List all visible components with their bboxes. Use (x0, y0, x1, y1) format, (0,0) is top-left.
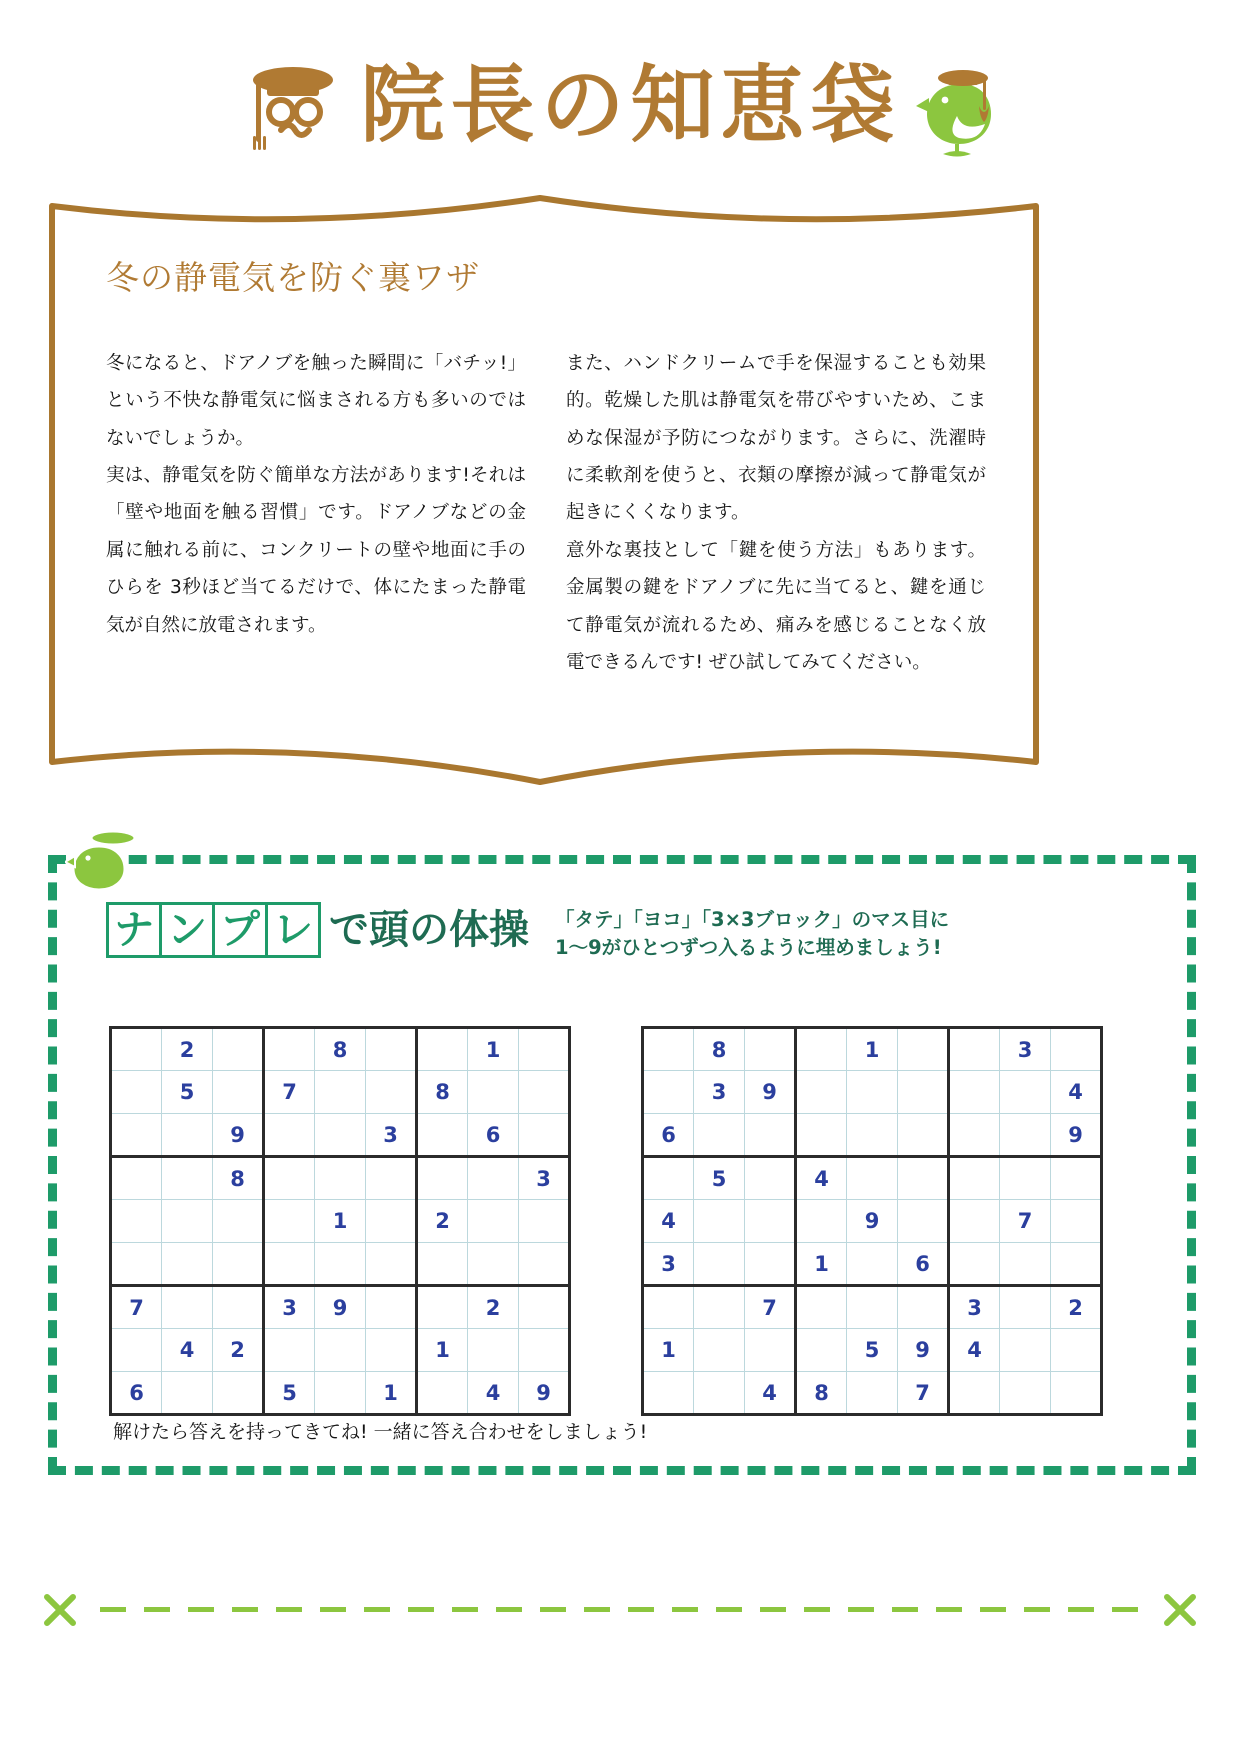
sudoku-cell[interactable] (745, 1329, 796, 1372)
sudoku-cell[interactable]: 7 (111, 1286, 162, 1329)
sudoku-cell[interactable] (213, 1286, 264, 1329)
sudoku-cell[interactable]: 2 (213, 1329, 264, 1372)
sudoku-instruction (555, 902, 949, 963)
sudoku-cell[interactable] (694, 1286, 745, 1329)
sudoku-cell[interactable] (949, 1028, 1000, 1071)
masthead (0, 30, 1241, 180)
sudoku-cell[interactable] (468, 1157, 519, 1200)
sudoku-cell[interactable] (1000, 1329, 1051, 1372)
sudoku-row (111, 1028, 570, 1071)
sudoku-row (643, 1028, 1102, 1071)
sudoku-cell[interactable]: 7 (745, 1286, 796, 1329)
sudoku-cell[interactable]: 6 (898, 1243, 949, 1286)
sudoku-cell[interactable]: 5 (847, 1329, 898, 1372)
sudoku-cell[interactable] (111, 1243, 162, 1286)
sudoku-cell[interactable] (745, 1243, 796, 1286)
sudoku-cell[interactable] (417, 1114, 468, 1157)
sudoku-cell[interactable] (111, 1329, 162, 1372)
article-body (106, 252, 986, 681)
sudoku-cell[interactable] (694, 1243, 745, 1286)
sudoku-cell[interactable]: 2 (417, 1200, 468, 1243)
sudoku-cell[interactable] (898, 1028, 949, 1071)
sudoku-cell[interactable] (745, 1200, 796, 1243)
sudoku-cell[interactable]: 8 (796, 1372, 847, 1415)
sudoku-cell[interactable] (643, 1157, 694, 1200)
sudoku-cell[interactable] (796, 1114, 847, 1157)
x-mark-left-icon (40, 1590, 80, 1630)
sudoku-cell[interactable] (796, 1028, 847, 1071)
sudoku-cell[interactable] (847, 1157, 898, 1200)
sudoku-cell[interactable] (111, 1200, 162, 1243)
sudoku-cell[interactable]: 9 (315, 1286, 366, 1329)
sudoku-cell[interactable] (519, 1286, 570, 1329)
sudoku-cell[interactable] (315, 1372, 366, 1415)
sudoku-cell[interactable]: 3 (949, 1286, 1000, 1329)
sudoku-title-boxes (109, 902, 321, 958)
sudoku-cell[interactable] (898, 1157, 949, 1200)
sudoku-cell[interactable] (366, 1157, 417, 1200)
sudoku-cell[interactable]: 4 (745, 1372, 796, 1415)
sudoku-row (111, 1286, 570, 1329)
sudoku-cell[interactable] (898, 1071, 949, 1114)
sudoku-cell[interactable]: 3 (643, 1243, 694, 1286)
sudoku-cell[interactable] (1000, 1157, 1051, 1200)
article-column-right (566, 345, 986, 681)
sudoku-cell[interactable] (1051, 1372, 1102, 1415)
sudoku-cell[interactable]: 3 (1000, 1028, 1051, 1071)
sudoku-cell[interactable]: 9 (847, 1200, 898, 1243)
sudoku-cell[interactable] (366, 1071, 417, 1114)
sudoku-cell[interactable] (315, 1157, 366, 1200)
sudoku-cell[interactable] (417, 1028, 468, 1071)
sudoku-cell[interactable] (745, 1157, 796, 1200)
sudoku-title-char-2: ン (159, 902, 215, 958)
sudoku-cell[interactable] (111, 1028, 162, 1071)
sudoku-section (48, 855, 1196, 1475)
sudoku-cell[interactable] (162, 1200, 213, 1243)
sudoku-cell[interactable] (745, 1028, 796, 1071)
sudoku-cell[interactable]: 5 (162, 1071, 213, 1114)
sudoku-row (643, 1372, 1102, 1415)
sudoku-row (643, 1329, 1102, 1372)
sudoku-cell[interactable] (643, 1028, 694, 1071)
sudoku-cell[interactable] (519, 1329, 570, 1372)
sudoku-row (643, 1071, 1102, 1114)
sudoku-row (111, 1157, 570, 1200)
sudoku-row (111, 1329, 570, 1372)
sudoku-cell[interactable] (468, 1200, 519, 1243)
sudoku-cell[interactable]: 8 (694, 1028, 745, 1071)
sudoku-cell[interactable] (1000, 1286, 1051, 1329)
sudoku-cell[interactable] (366, 1286, 417, 1329)
sudoku-cell[interactable]: 4 (468, 1372, 519, 1415)
sudoku-cell[interactable] (519, 1071, 570, 1114)
sudoku-row (643, 1157, 1102, 1200)
sudoku-cell[interactable] (264, 1028, 315, 1071)
sudoku-instruction-line-1: 「タテ」「ヨコ」「3×3ブロック」のマス目に (555, 908, 950, 931)
sudoku-cell[interactable] (949, 1071, 1000, 1114)
sudoku-cell[interactable] (315, 1329, 366, 1372)
sudoku-instruction-line-2: 1〜9がひとつずつ入るように埋めましょう! (555, 936, 942, 960)
sudoku-cell[interactable] (1051, 1329, 1102, 1372)
sudoku-cell[interactable] (315, 1114, 366, 1157)
sudoku-cell[interactable] (847, 1372, 898, 1415)
sudoku-row (111, 1071, 570, 1114)
sudoku-title-rest: で頭の体操 (329, 907, 529, 953)
article-columns (106, 345, 986, 681)
sudoku-cell[interactable] (162, 1372, 213, 1415)
sudoku-cell[interactable]: 3 (264, 1286, 315, 1329)
sudoku-title-char-4: レ (265, 902, 321, 958)
sudoku-cell[interactable] (643, 1071, 694, 1114)
sudoku-cell[interactable] (694, 1372, 745, 1415)
sudoku-cell[interactable] (213, 1028, 264, 1071)
sudoku-cell[interactable] (898, 1200, 949, 1243)
sudoku-cell[interactable] (519, 1200, 570, 1243)
sudoku-cell[interactable] (694, 1329, 745, 1372)
sudoku-cell[interactable] (949, 1372, 1000, 1415)
sudoku-row (643, 1114, 1102, 1157)
sudoku-cell[interactable] (264, 1329, 315, 1372)
sudoku-row (111, 1243, 570, 1286)
sudoku-cell[interactable]: 8 (315, 1028, 366, 1071)
sudoku-cell[interactable] (694, 1114, 745, 1157)
sudoku-cell[interactable]: 4 (796, 1157, 847, 1200)
sudoku-row (643, 1286, 1102, 1329)
sudoku-cell[interactable] (111, 1114, 162, 1157)
sudoku-cell[interactable] (898, 1114, 949, 1157)
x-mark-right-icon (1160, 1590, 1200, 1630)
sudoku-cell[interactable]: 7 (1000, 1200, 1051, 1243)
bottom-decorative-rule (40, 1590, 1200, 1630)
sudoku-cell[interactable] (417, 1157, 468, 1200)
sudoku-cell[interactable]: 9 (1051, 1114, 1102, 1157)
sudoku-cell[interactable] (111, 1071, 162, 1114)
sudoku-cell[interactable]: 1 (643, 1329, 694, 1372)
sudoku-cell[interactable]: 1 (847, 1028, 898, 1071)
sudoku-cell[interactable] (949, 1243, 1000, 1286)
sudoku-row (643, 1200, 1102, 1243)
sudoku-cell[interactable] (417, 1286, 468, 1329)
graduation-cap-emblem-icon (236, 50, 346, 160)
sudoku-cell[interactable] (315, 1243, 366, 1286)
sudoku-cell[interactable] (847, 1286, 898, 1329)
sudoku-cell[interactable] (745, 1114, 796, 1157)
sudoku-cell[interactable] (162, 1114, 213, 1157)
sudoku-cell[interactable] (162, 1243, 213, 1286)
sudoku-cell[interactable] (315, 1071, 366, 1114)
sudoku-row (111, 1200, 570, 1243)
sudoku-cell[interactable] (796, 1200, 847, 1243)
article-column-left (106, 345, 526, 681)
sudoku-cell[interactable] (366, 1028, 417, 1071)
sudoku-cell[interactable] (111, 1157, 162, 1200)
article-book-panel (44, 190, 1044, 810)
sudoku-cell[interactable]: 3 (694, 1071, 745, 1114)
sudoku-cell[interactable] (468, 1329, 519, 1372)
sudoku-cell[interactable] (1000, 1372, 1051, 1415)
sudoku-cell[interactable]: 6 (111, 1372, 162, 1415)
sudoku-cell[interactable]: 4 (949, 1329, 1000, 1372)
sudoku-cell[interactable] (1000, 1243, 1051, 1286)
sudoku-cell[interactable]: 1 (796, 1243, 847, 1286)
sudoku-cell[interactable] (366, 1243, 417, 1286)
sudoku-cell[interactable] (643, 1286, 694, 1329)
sudoku-cell[interactable] (519, 1243, 570, 1286)
sudoku-cell[interactable]: 1 (468, 1028, 519, 1071)
sudoku-cell[interactable]: 7 (898, 1372, 949, 1415)
sudoku-cell[interactable] (366, 1200, 417, 1243)
sudoku-cell[interactable] (796, 1071, 847, 1114)
sudoku-cell[interactable] (949, 1200, 1000, 1243)
sudoku-cell[interactable]: 3 (366, 1114, 417, 1157)
sudoku-cell[interactable] (1000, 1071, 1051, 1114)
sudoku-cell[interactable] (264, 1157, 315, 1200)
sudoku-cell[interactable] (519, 1028, 570, 1071)
sudoku-cell[interactable] (213, 1200, 264, 1243)
bird-mascot-icon (915, 50, 1005, 160)
sudoku-footnote: 解けたら答えを持ってきてね! 一緒に答え合わせをしましょう! (113, 1421, 648, 1443)
article-text-right: また、ハンドクリームで手を保湿することも効果的。乾燥した肌は静電気を帯びやすいため、こまめな保湿が予防につながります。さらに、洗濯時に柔軟剤を使うと、衣類の摩擦が減って静電気が起きにくくなります。 意外な裏技として「鍵を使う方法」もあります。金属製の鍵をドアノブに先に当てると、鍵を通じて静電気が流れるため、痛みを感じることなく放電できるんです! ぜひ試してみてください。 (566, 353, 986, 673)
sudoku-cell[interactable]: 4 (162, 1329, 213, 1372)
sudoku-grid-left[interactable] (109, 1026, 571, 1416)
sudoku-cell[interactable] (847, 1071, 898, 1114)
sudoku-cell[interactable] (694, 1200, 745, 1243)
sudoku-cell[interactable] (949, 1114, 1000, 1157)
sudoku-title-char-1: ナ (106, 902, 162, 958)
article-text-left: 冬になると、ドアノブを触った瞬間に「バチッ!」という不快な静電気に悩まされる方も多いのではないでしょうか。 実は、静電気を防ぐ簡単な方法があります!それは「壁や地面を触る習慣」です。ドアノブなどの金属に触れる前に、コンクリートの壁や地面に手のひらを 3秒ほど当てるだけで、体にたまった静電気が自然に放電されます。 (106, 353, 526, 636)
page-title: 院長の知恵袋 (360, 56, 901, 154)
sudoku-cell[interactable]: 3 (519, 1157, 570, 1200)
sudoku-grids (109, 1026, 1103, 1416)
sudoku-row (111, 1372, 570, 1415)
sudoku-cell[interactable] (264, 1114, 315, 1157)
sudoku-cell[interactable] (162, 1157, 213, 1200)
sudoku-cell[interactable]: 2 (468, 1286, 519, 1329)
sudoku-cell[interactable] (366, 1329, 417, 1372)
sudoku-cell[interactable] (643, 1372, 694, 1415)
sudoku-cell[interactable]: 4 (1051, 1071, 1102, 1114)
sudoku-cell[interactable] (468, 1243, 519, 1286)
sudoku-cell[interactable] (1051, 1157, 1102, 1200)
dashed-line (100, 1607, 1140, 1612)
sudoku-cell[interactable]: 9 (745, 1071, 796, 1114)
sudoku-cell[interactable]: 9 (213, 1114, 264, 1157)
sudoku-cell[interactable] (949, 1157, 1000, 1200)
sudoku-cell[interactable] (1051, 1200, 1102, 1243)
sudoku-cell[interactable]: 2 (162, 1028, 213, 1071)
sudoku-cell[interactable] (519, 1114, 570, 1157)
sudoku-cell[interactable]: 9 (898, 1329, 949, 1372)
sudoku-cell[interactable]: 1 (417, 1329, 468, 1372)
sudoku-cell[interactable] (1051, 1243, 1102, 1286)
sudoku-cell[interactable]: 8 (213, 1157, 264, 1200)
sudoku-cell[interactable] (417, 1243, 468, 1286)
sudoku-cell[interactable]: 6 (643, 1114, 694, 1157)
sudoku-cell[interactable]: 9 (519, 1372, 570, 1415)
sudoku-cell[interactable] (468, 1071, 519, 1114)
sudoku-title-char-3: プ (212, 902, 268, 958)
sudoku-cell[interactable]: 5 (264, 1372, 315, 1415)
article-heading: 冬の静電気を防ぐ裏ワザ (106, 258, 480, 297)
sudoku-cell[interactable] (898, 1286, 949, 1329)
sudoku-cell[interactable] (1051, 1028, 1102, 1071)
sudoku-cell[interactable] (213, 1372, 264, 1415)
sudoku-cell[interactable] (796, 1286, 847, 1329)
sudoku-cell[interactable] (213, 1243, 264, 1286)
sudoku-cell[interactable] (1000, 1114, 1051, 1157)
sudoku-cell[interactable] (264, 1200, 315, 1243)
sudoku-cell[interactable]: 4 (643, 1200, 694, 1243)
sudoku-cell[interactable]: 7 (264, 1071, 315, 1114)
sudoku-cell[interactable] (847, 1114, 898, 1157)
sudoku-cell[interactable]: 1 (315, 1200, 366, 1243)
sudoku-cell[interactable]: 1 (366, 1372, 417, 1415)
sudoku-header (109, 902, 1149, 963)
sudoku-cell[interactable] (417, 1372, 468, 1415)
sudoku-cell[interactable]: 5 (694, 1157, 745, 1200)
sudoku-grid-right[interactable] (641, 1026, 1103, 1416)
sudoku-row (111, 1114, 570, 1157)
sudoku-cell[interactable] (213, 1071, 264, 1114)
sudoku-cell[interactable]: 8 (417, 1071, 468, 1114)
sudoku-cell[interactable] (264, 1243, 315, 1286)
sudoku-cell[interactable] (796, 1329, 847, 1372)
sudoku-bird-icon (65, 826, 145, 896)
sudoku-cell[interactable]: 6 (468, 1114, 519, 1157)
sudoku-cell[interactable]: 2 (1051, 1286, 1102, 1329)
sudoku-cell[interactable] (162, 1286, 213, 1329)
sudoku-cell[interactable] (847, 1243, 898, 1286)
sudoku-row (643, 1243, 1102, 1286)
